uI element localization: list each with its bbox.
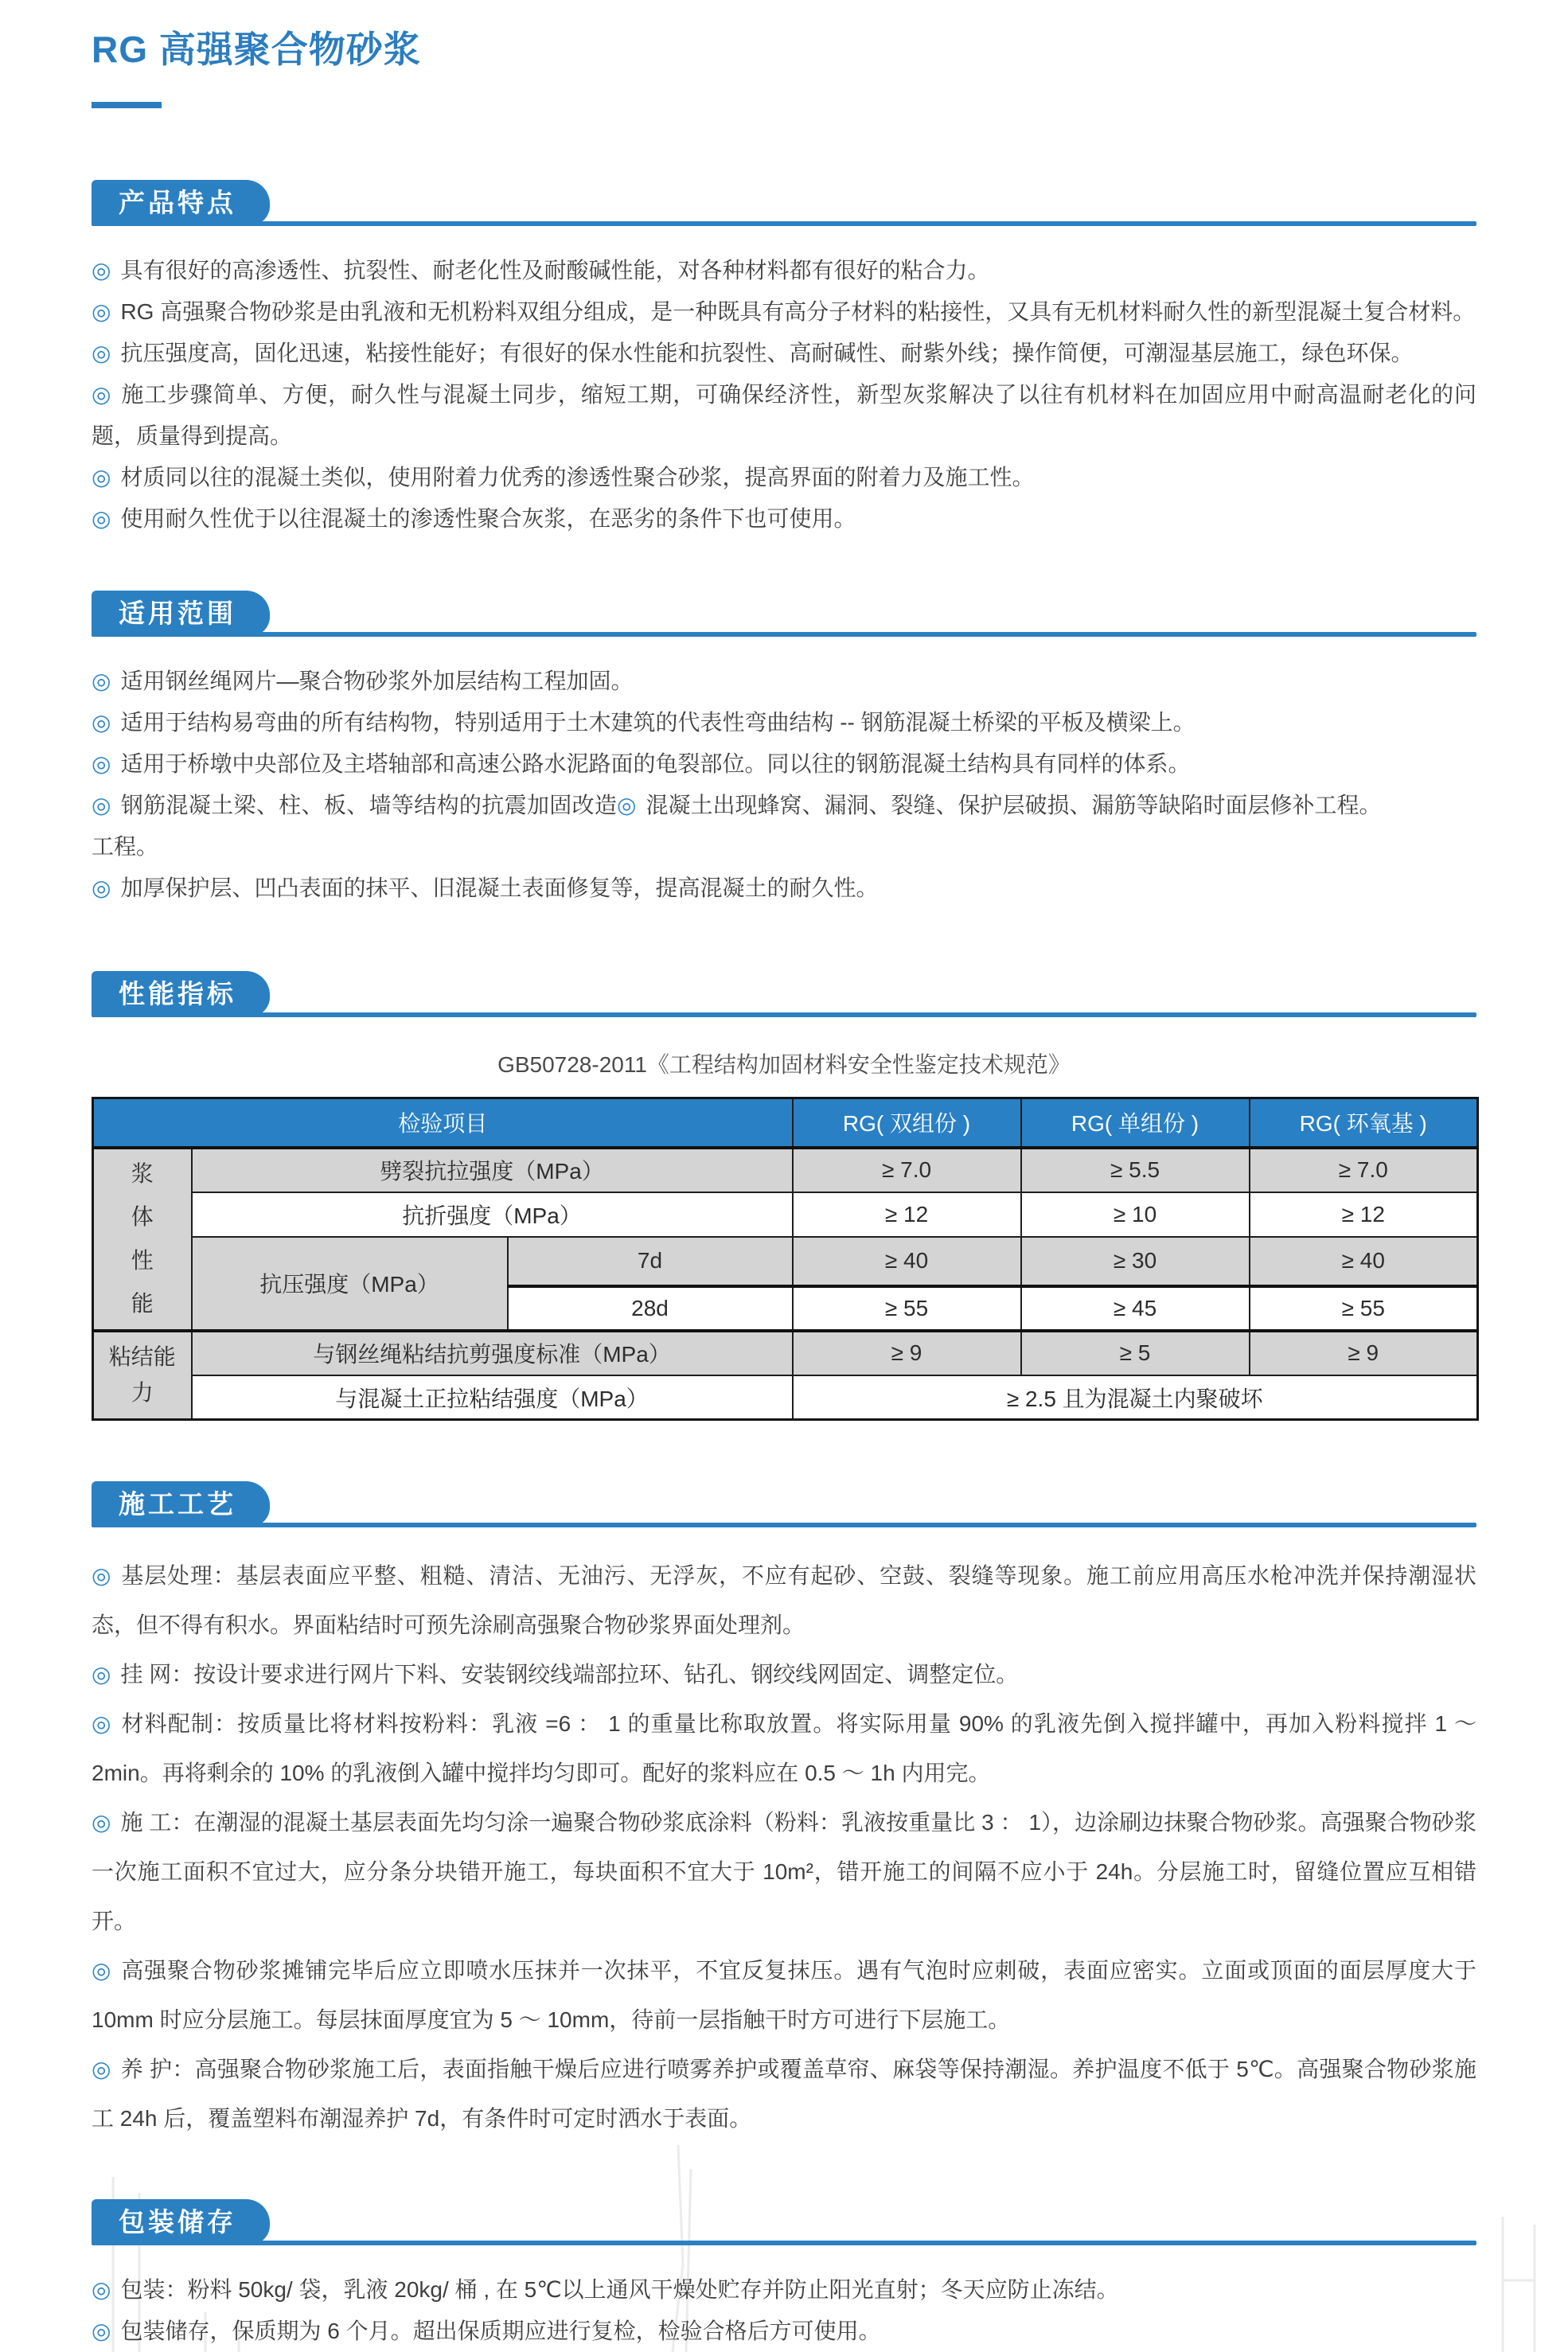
- list-item-text: 包装储存，保质期为 6 个月。超出保质期应进行复检，检验合格后方可使用。: [120, 2319, 881, 2344]
- list-item: [92, 702, 1476, 743]
- title-underline-dash: [92, 102, 162, 108]
- section-tab-process: 施工工艺: [92, 1481, 270, 1527]
- list-item: [92, 661, 1476, 702]
- list-item: [92, 743, 1476, 785]
- list-item-text: 抗压强度高，固化迅速，粘接性能好；有很好的保水性能和抗裂性、高耐碱性、耐紫外线；操作简便，可潮湿基层施工，绿色环保。: [120, 341, 1414, 365]
- bullet-icon: ◎: [92, 1662, 111, 1687]
- table-caption: GB50728-2011《工程结构加固材料安全性鉴定技术规范》: [497, 1052, 1071, 1077]
- value-cell: ≥ 5.5: [1021, 1148, 1250, 1192]
- performance-table: [92, 1097, 1479, 1421]
- section-rule: [92, 2241, 1476, 2245]
- list-item-text: 挂 网：按设计要求进行网片下料、安装钢绞线端部拉环、钻孔、钢绞线网固定、调整定位。: [120, 1662, 1019, 1687]
- table-row: [93, 1331, 1478, 1375]
- list-item: [92, 1650, 1476, 1699]
- process-list: [92, 1551, 1476, 2143]
- value-cell: ≥ 12: [1250, 1192, 1478, 1237]
- group-cell-bond: 粘结能力: [93, 1331, 192, 1420]
- bullet-icon: ◎: [92, 506, 111, 531]
- bullet-icon: ◎: [92, 258, 111, 283]
- list-item-text: 包装：粉料 50kg/ 袋，乳液 20kg/ 桶 , 在 5℃以上通风干燥处贮存并防止阳光直射；冬天应防止冻结。: [120, 2277, 1119, 2303]
- bullet-icon: ◎: [617, 793, 637, 817]
- item-cell: 劈裂抗拉强度（MPa）: [192, 1148, 793, 1192]
- list-item-text: 适用钢丝绳网片—聚合物砂浆外加层结构工程加固。: [120, 669, 634, 693]
- page-title: RG 高强聚合物砂浆: [92, 29, 421, 70]
- list-item-text: 施工步骤简单、方便，耐久性与混凝土同步，缩短工期，可确保经济性，新型灰浆解决了以往有机材料在加固应用中耐高温耐老化的问题，质量得到提高。: [92, 382, 1476, 448]
- value-cell: ≥ 55: [793, 1286, 1021, 1331]
- list-item-dual: [92, 785, 1476, 868]
- storage-list: [92, 2269, 1476, 2352]
- bullet-icon: ◎: [92, 1711, 112, 1737]
- list-item: [92, 2045, 1476, 2143]
- table-header-row: [93, 1098, 1478, 1148]
- value-cell: ≥ 45: [1021, 1286, 1250, 1331]
- list-item: [92, 498, 1476, 540]
- header-cell-rg-single: RG( 单组份 ): [1021, 1098, 1250, 1148]
- bullet-icon: ◎: [92, 1958, 112, 1983]
- item-cell: 抗折强度（MPa）: [192, 1192, 793, 1237]
- list-item-text: 材料配制：按质量比将材料按粉料：乳液 =6 ： 1 的重量比称取放置。将实际用量 90% 的乳液先倒入搅拌罐中，再加入粉料搅拌 1 ～ 2min。再将剩余的 10% 的乳液倒入罐中搅拌均匀即可。配好的浆料应在 0.5 ～ 1h 内用完。: [92, 1711, 1476, 1786]
- section-process: [92, 1481, 1476, 2143]
- value-cell: ≥ 7.0: [793, 1148, 1021, 1192]
- bullet-icon: ◎: [92, 382, 112, 407]
- list-item: [92, 1798, 1476, 1946]
- list-item-text: 高强聚合物砂浆摊铺完毕后应立即喷水压抹并一次抹平，不宜反复抹压。遇有气泡时应刺破，表面应密实。立面或顶面的面层厚度大于 10mm 时应分层施工。每层抹面厚度宜为 5 ～ 10mm，待前一层指触干时方可进行下层施工。: [92, 1958, 1476, 2033]
- section-performance: [92, 971, 1476, 1421]
- value-cell: ≥ 7.0: [1250, 1148, 1478, 1192]
- bullet-icon: ◎: [92, 341, 111, 365]
- list-item: [92, 1946, 1476, 2045]
- scope-list: [92, 661, 1476, 909]
- value-cell: ≥ 40: [1250, 1237, 1478, 1286]
- section-tab-features: 产品特点: [92, 180, 270, 225]
- section-features: [92, 180, 1476, 540]
- section-header-features: [92, 180, 1476, 226]
- list-item: [92, 291, 1476, 333]
- section-rule: [92, 221, 1476, 226]
- item-cell-compressive: 抗压强度（MPa）: [192, 1237, 508, 1331]
- list-item: [92, 250, 1476, 291]
- subitem-cell: 28d: [508, 1286, 793, 1331]
- section-tab-performance: 性能指标: [92, 971, 270, 1016]
- list-item-text: 适用于结构易弯曲的所有结构物，特别适用于土木建筑的代表性弯曲结构 -- 钢筋混凝土桥梁的平板及横梁上。: [120, 710, 1196, 735]
- header-cell-item: 检验项目: [93, 1098, 793, 1148]
- bullet-icon: ◎: [92, 465, 111, 490]
- bullet-icon: ◎: [92, 2057, 111, 2082]
- list-item-text: 使用耐久性优于以往混凝土的渗透性聚合灰浆，在恶劣的条件下也可使用。: [120, 506, 856, 531]
- table-row: [93, 1375, 1478, 1420]
- section-rule: [92, 1012, 1476, 1017]
- bullet-icon: ◎: [92, 751, 111, 776]
- list-item: [92, 785, 617, 868]
- bullet-icon: ◎: [92, 1563, 112, 1589]
- list-item-text: 材质同以往的混凝土类似，使用附着力优秀的渗透性聚合砂浆，提高界面的附着力及施工性。: [120, 465, 1035, 490]
- bullet-icon: ◎: [92, 2319, 111, 2344]
- list-item-text: 适用于桥墩中央部位及主塔轴部和高速公路水泥路面的龟裂部位。同以往的钢筋混凝土结构具有同样的体系。: [120, 751, 1191, 776]
- section-header-storage: [92, 2199, 1476, 2245]
- list-item-text: 加厚保护层、凹凸表面的抹平、旧混凝土表面修复等，提高混凝土的耐久性。: [120, 876, 879, 900]
- subitem-cell: 7d: [508, 1237, 793, 1286]
- list-item-text: 具有很好的高渗透性、抗裂性、耐老化性及耐酸碱性能，对各种材料都有很好的粘合力。: [120, 258, 990, 283]
- bullet-icon: ◎: [92, 669, 111, 693]
- value-cell: ≥ 30: [1021, 1237, 1250, 1286]
- section-header-performance: [92, 971, 1476, 1017]
- bullet-icon: ◎: [92, 299, 111, 324]
- list-item: [617, 785, 1476, 868]
- features-list: [92, 250, 1476, 540]
- table-row: [93, 1237, 1478, 1286]
- list-item-text: 基层处理：基层表面应平整、粗糙、清洁、无油污、无浮灰，不应有起砂、空鼓、裂缝等现象。施工前应用高压水枪冲洗并保持潮湿状态，但不得有积水。界面粘结时可预先涂刷高强聚合物砂浆界面处理剂。: [92, 1563, 1476, 1638]
- list-item: [92, 333, 1476, 374]
- section-tab-scope: 适用范围: [92, 591, 270, 636]
- value-cell: ≥ 10: [1021, 1192, 1250, 1237]
- table-row: [93, 1192, 1478, 1237]
- header-cell-rg-dual: RG( 双组份 ): [793, 1098, 1021, 1148]
- section-storage: [92, 2199, 1476, 2352]
- header-cell-rg-epoxy: RG( 环氧基 ): [1250, 1098, 1478, 1148]
- list-item-text: 施 工：在潮湿的混凝土基层表面先均匀涂一遍聚合物砂浆底涂料（粉料：乳液按重量比 3 ： 1），边涂刷边抹聚合物砂浆。高强聚合物砂浆一次施工面积不宜过大，应分条分块错开施工，每块面积不宜大于 10m²，错开施工的间隔不应小于 24h。分层施工时，留缝位置应互相错开。: [92, 1810, 1476, 1934]
- value-cell: ≥ 9: [793, 1331, 1021, 1375]
- list-item: [92, 457, 1476, 498]
- value-cell-merged: ≥ 2.5 且为混凝土内聚破坏: [793, 1375, 1478, 1420]
- bullet-icon: ◎: [92, 710, 111, 735]
- list-item: [92, 2269, 1476, 2311]
- table-row: [93, 1148, 1478, 1192]
- list-item: [92, 2311, 1476, 2352]
- section-header-process: [92, 1481, 1476, 1527]
- bullet-icon: ◎: [92, 1810, 111, 1835]
- section-header-scope: [92, 591, 1476, 637]
- bullet-icon: ◎: [92, 876, 111, 900]
- bullet-icon: ◎: [92, 2277, 111, 2303]
- item-cell: 与钢丝绳粘结抗剪强度标准（MPa）: [192, 1331, 793, 1375]
- group-cell-paste: 浆体性能: [93, 1148, 192, 1331]
- list-item-text: 养 护：高强聚合物砂浆施工后，表面指触干燥后应进行喷雾养护或覆盖草帘、麻袋等保持潮湿。养护温度不低于 5℃。高强聚合物砂浆施工 24h 后，覆盖塑料布潮湿养护 7d，有条件时可定时洒水于表面。: [92, 2057, 1476, 2132]
- section-rule: [92, 1523, 1476, 1527]
- item-cell: 与混凝土正拉粘结强度（MPa）: [192, 1375, 793, 1420]
- list-item-text: 混凝土出现蜂窝、漏洞、裂缝、保护层破损、漏筋等缺陷时面层修补工程。: [646, 793, 1382, 817]
- section-scope: [92, 591, 1476, 909]
- list-item: [92, 1699, 1476, 1798]
- section-tab-storage: 包装储存: [92, 2199, 270, 2245]
- value-cell: ≥ 12: [793, 1192, 1021, 1237]
- value-cell: ≥ 40: [793, 1237, 1021, 1286]
- list-item: [92, 374, 1476, 457]
- bullet-icon: ◎: [92, 793, 111, 817]
- list-item: [92, 1551, 1476, 1650]
- list-item-text: RG 高强聚合物砂浆是由乳液和无机粉料双组分组成，是一种既具有高分子材料的粘接性，又具有无机材料耐久性的新型混凝土复合材料。: [120, 299, 1476, 324]
- value-cell: ≥ 5: [1021, 1331, 1250, 1375]
- list-item-text: 钢筋混凝土梁、柱、板、墙等结构的抗震加固改造工程。: [92, 793, 617, 859]
- value-cell: ≥ 9: [1250, 1331, 1478, 1375]
- section-rule: [92, 632, 1476, 637]
- list-item: [92, 868, 1476, 909]
- value-cell: ≥ 55: [1250, 1286, 1478, 1331]
